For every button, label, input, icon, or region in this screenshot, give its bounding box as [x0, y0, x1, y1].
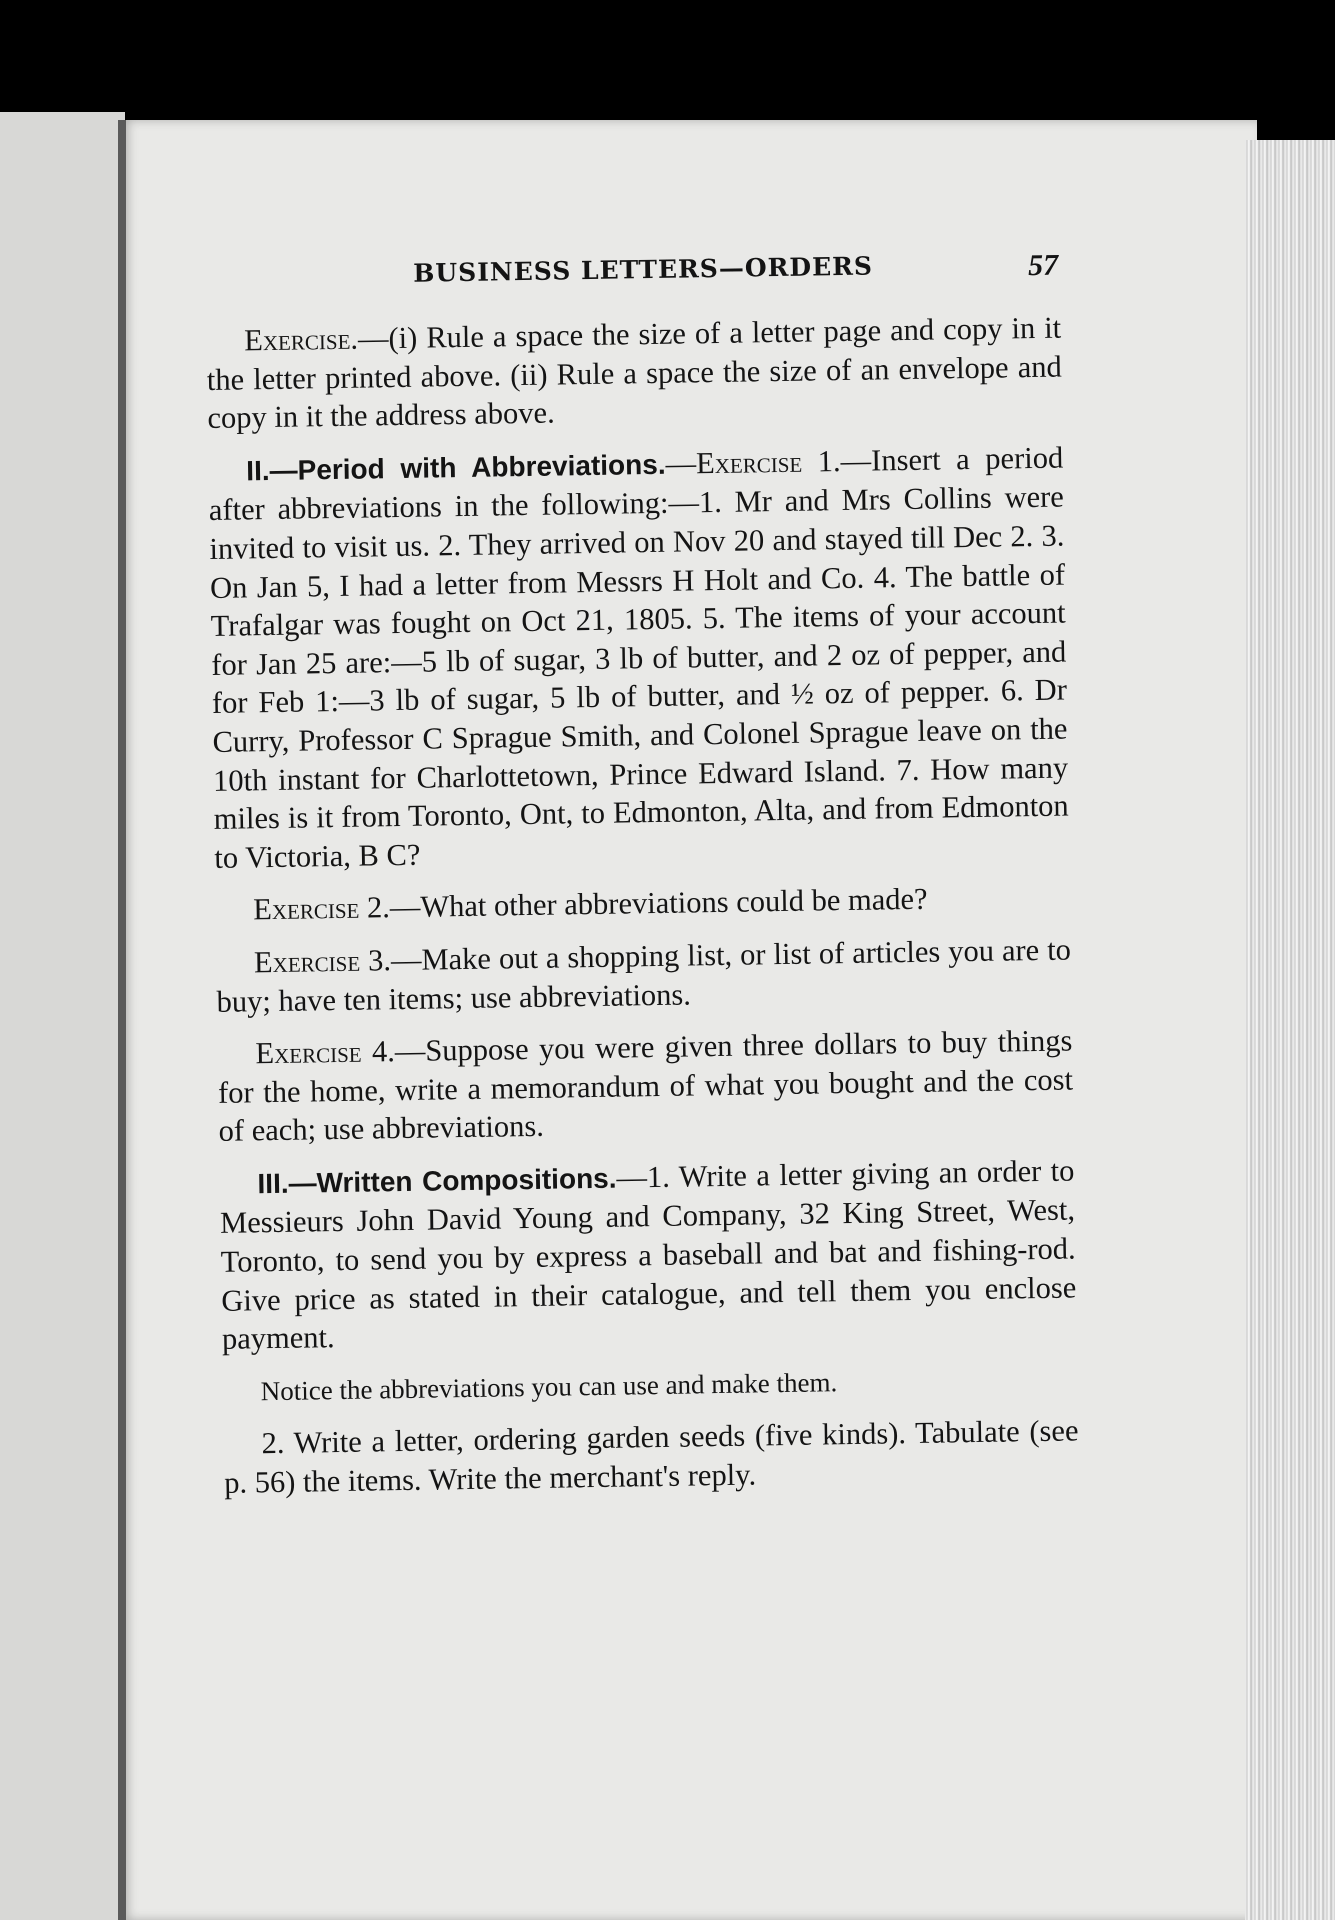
- exercise-label: Exercise: [253, 943, 361, 980]
- exercise-label: —Exercise: [665, 444, 803, 481]
- paragraph-text: .—(i) Rule a space the size of a letter page and copy in it the letter printed above. (ii) Rule a space the size of an envelope and copy in it the address above.: [206, 310, 1063, 436]
- page-number: 57: [1027, 248, 1059, 283]
- exercise-4-paragraph: [217, 1022, 1074, 1151]
- section-ii-paragraph: [208, 438, 1070, 877]
- paragraph-text: 3.—Make out a shopping list, or list of articles you are to buy; have ten items; use abbreviations.: [216, 932, 1072, 1019]
- paragraph-text: —1. Write a letter giving an order to Messieurs John David Young and Company, 32 King Street, West, Toronto, to send you by express a baseball and bat and fishing-rod. Give price as stated in their catalogue, and tell them you enclose payment.: [219, 1153, 1077, 1357]
- exercise-2-paragraph: [215, 878, 1071, 930]
- section-heading: III.—Written Compositions.: [257, 1162, 617, 1200]
- section-heading: II.—Period with Abbreviations.: [246, 448, 666, 487]
- exercise-label: Exercise: [243, 321, 351, 358]
- exercise-label: Exercise: [255, 1034, 362, 1071]
- running-head: BUSINESS LETTERS—ORDERS: [412, 251, 874, 288]
- page-content: [205, 249, 1079, 1503]
- section-iii-paragraph: [219, 1151, 1077, 1358]
- facing-page: [0, 112, 125, 1920]
- book-gutter: [118, 120, 126, 1920]
- paragraph-text: 4.—Suppose you were given three dollars to buy things for the home, write a memorandum of what you bought and the cost of each; use abbreviations.: [217, 1023, 1074, 1149]
- exercise-3-paragraph: [216, 930, 1072, 1021]
- paragraph-text: 2.—What other abbreviations could be made?: [359, 882, 928, 925]
- notice-paragraph: Notice the abbreviations you can use and make them.: [260, 1367, 838, 1407]
- paragraph-text: 1.—Insert a period after abbreviations in the following:—1. Mr and Mrs Collins were invited to visit us. 2. They arrived on Nov 20 and stayed till Dec 2. 3. On Jan 5, I had a letter from Messrs H Holt and Co. 4. The battle of Trafalgar was fought on Oct 21, 1805. 5. The items of your account for Jan 25 are:—5 lb of sugar, 3 lb of butter, and 2 oz of pepper, and for Feb 1:—3 lb of sugar, 5 lb of butter, and ½ oz of pepper. 6. Dr Curry, Professor C Sprague Smith, and Colonel Sprague leave on the 10th instant for Charlottetown, Prince Edward Island. 7. How many miles is it from Toronto, Ont, to Edmonton, Alta, and from Edmonton to Victoria, B C?: [208, 440, 1069, 875]
- composition-2-paragraph: 2. Write a letter, ordering garden seeds (five kinds). Tabulate (see p. 56) the items. Write the merchant's reply.: [223, 1413, 1079, 1500]
- page-edges: [1245, 140, 1335, 1920]
- exercise-label: Exercise: [252, 890, 360, 927]
- exercise-paragraph: [206, 309, 1063, 438]
